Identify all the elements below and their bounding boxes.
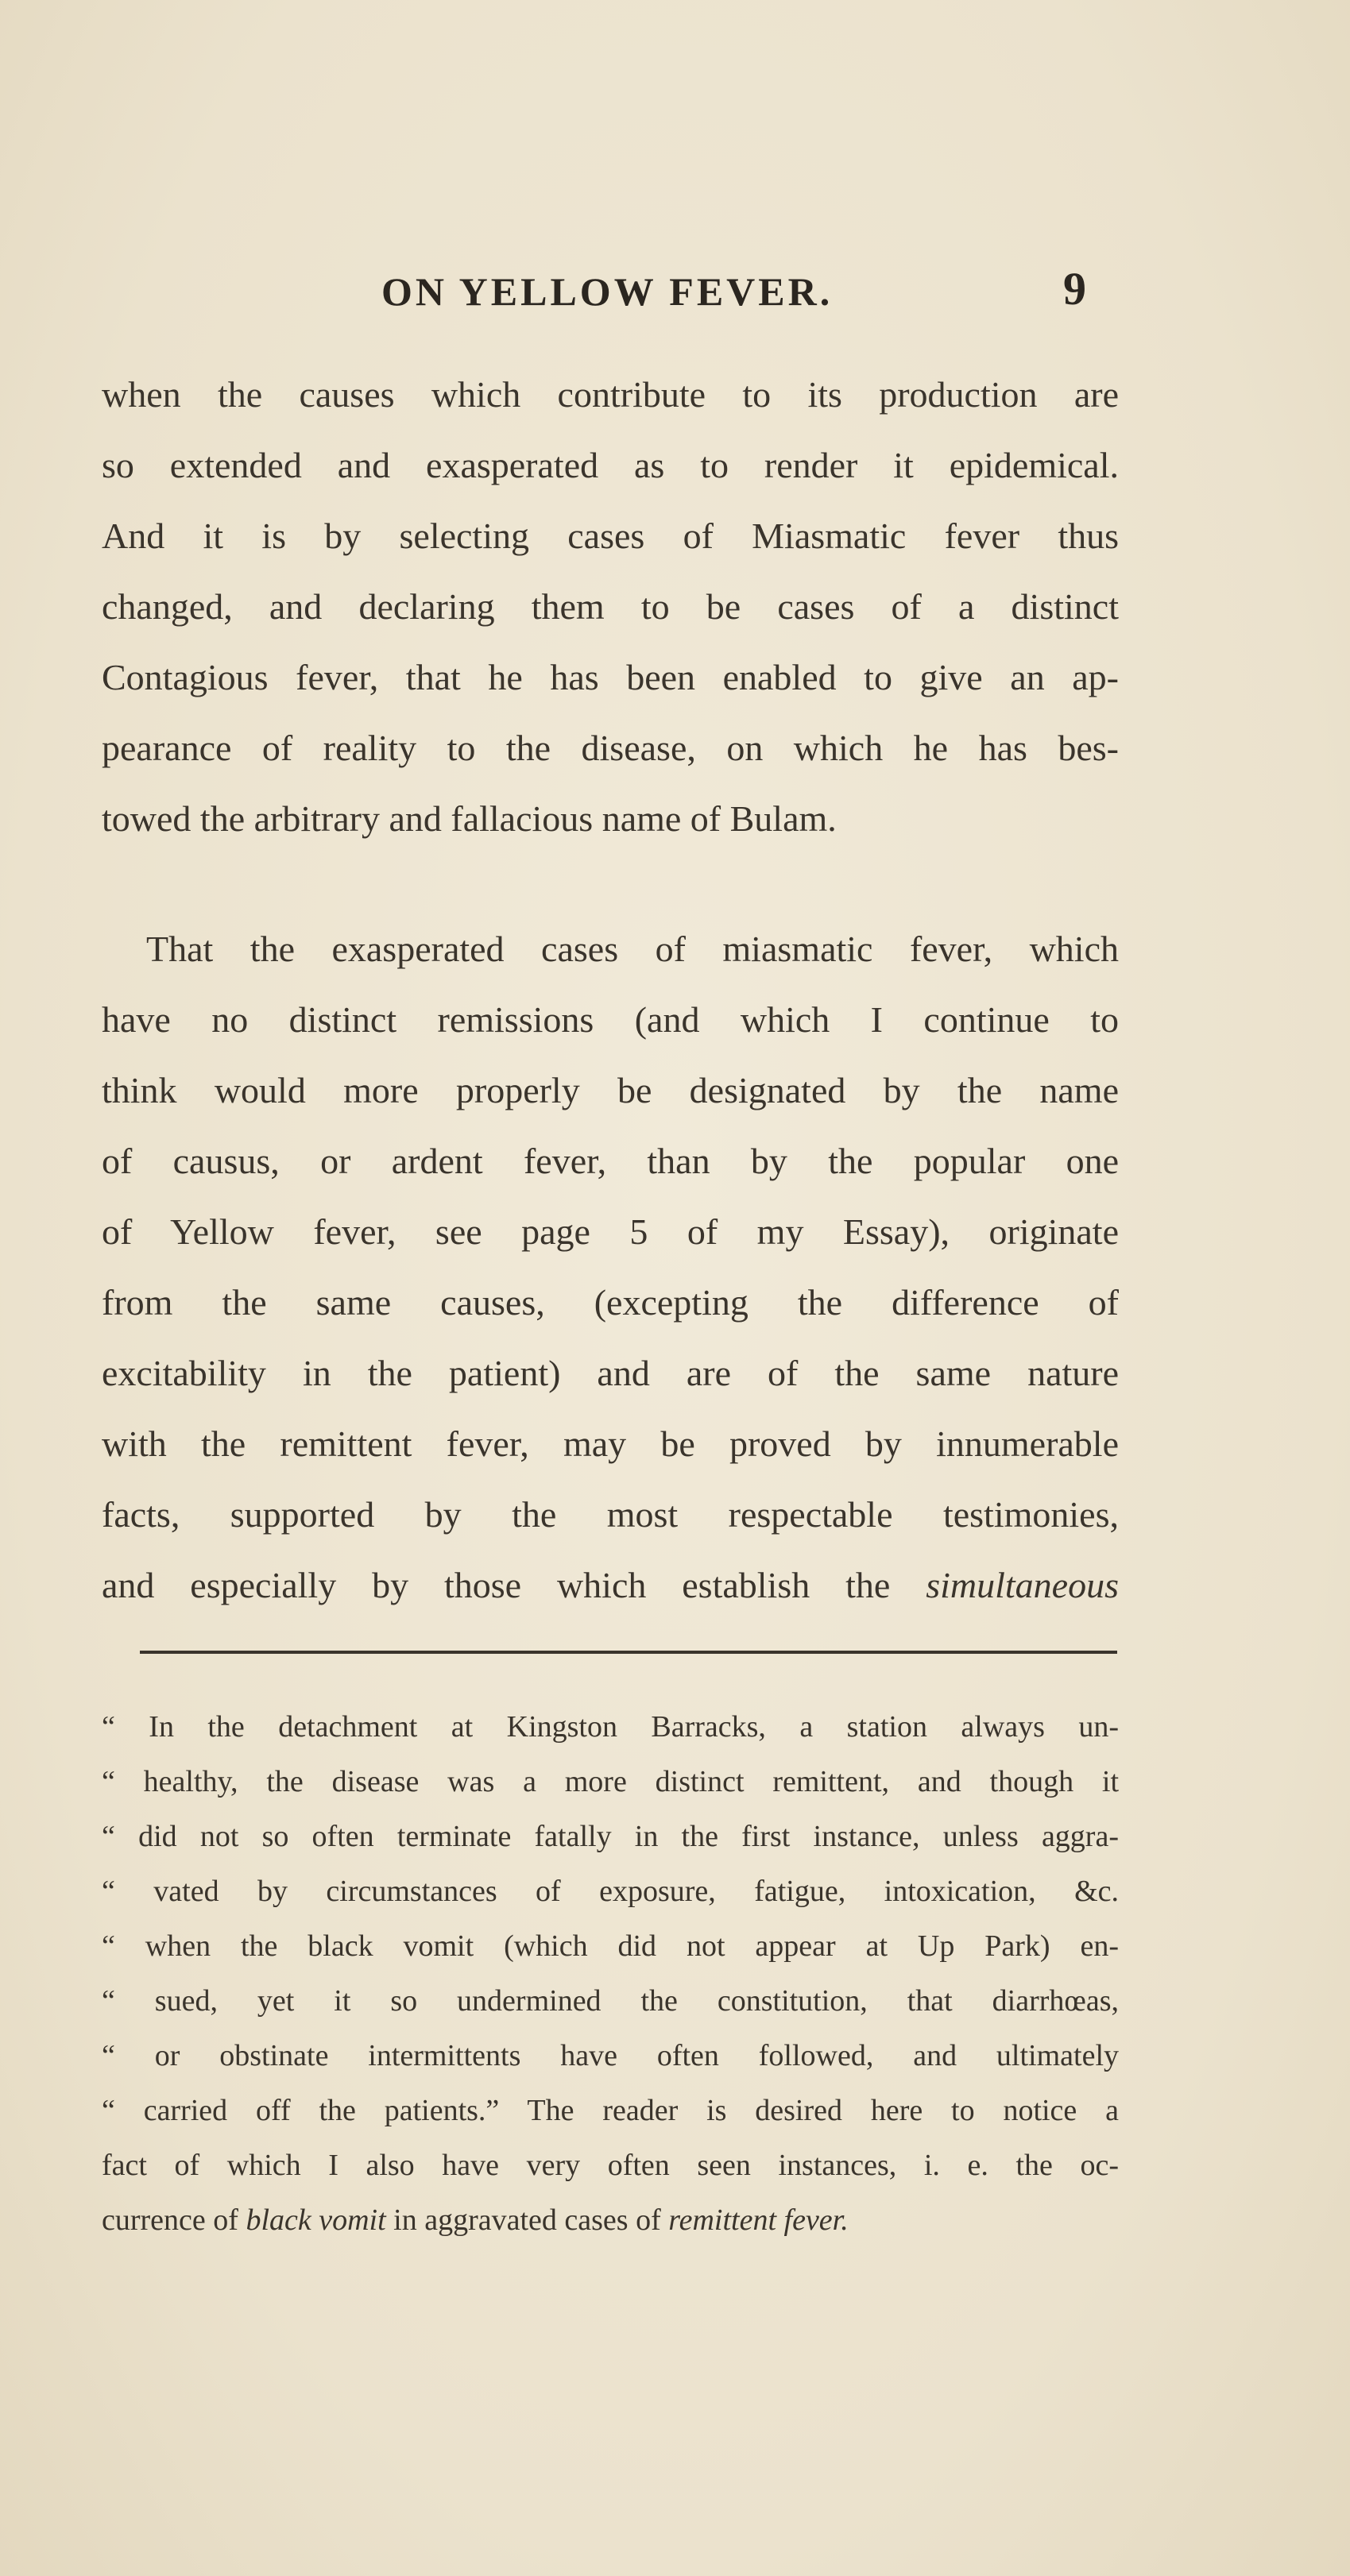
paragraph-2 [102,913,1119,1620]
footnote-line: “ when the black vomit (which did not appear at Up Park) en- [102,1929,1119,1963]
footnote-line: “ healthy, the disease was a more distinct remittent, and though it [102,1765,1119,1798]
text-fragment: and especially by those which establish the [102,1565,891,1605]
text-line: so extended and exasperated as to render it epidemical. [102,445,1119,485]
text-line: of Yellow fever, see page 5 of my Essay), originate [102,1211,1119,1252]
text-line: That the exasperated cases of miasmatic fever, which [146,929,1119,969]
footnote-line: “ or obstinate intermittents have often followed, and ultimately [102,2039,1119,2072]
page-header [0,262,1350,326]
footnote-line: “ carried off the patients.” The reader is desired here to notice a [102,2094,1119,2127]
text-line: from the same causes, (excepting the difference of [102,1282,1119,1323]
page-number: 9 [1063,263,1086,315]
text-line: facts, supported by the most respectable testimonies, [102,1494,1119,1535]
text-fragment: currence of [102,2203,238,2237]
text-line: And it is by selecting cases of Miasmatic fever thus [102,516,1119,556]
footnote-line: “ did not so often terminate fatally in the first instance, unless aggra- [102,1820,1119,1853]
footnote-line: fact of which I also have very often seen instances, i. e. the oc- [102,2149,1119,2182]
italic-phrase: black vomit [246,2203,386,2237]
italic-phrase: remittent fever. [668,2203,849,2237]
text-line: have no distinct remissions (and which I continue to [102,999,1119,1040]
footnote-line-last [102,2193,1119,2248]
text-line: when the causes which contribute to its production are [102,374,1119,415]
text-line-last [102,1550,1119,1620]
running-title: ON YELLOW FEVER. [381,269,834,314]
text-line: with the remittent fever, may be proved by innumerable [102,1423,1119,1464]
text-line: excitability in the patient) and are of the same nature [102,1353,1119,1393]
italic-word: simultaneous [926,1565,1119,1605]
footnote-line: “ In the detachment at Kingston Barracks, a station always un- [102,1710,1119,1744]
text-line: of causus, or ardent fever, than by the popular one [102,1141,1119,1181]
paragraph-1 [102,359,1119,854]
text-line: changed, and declaring them to be cases of a distinct [102,586,1119,627]
text-line: pearance of reality to the disease, on which he has bes- [102,728,1119,768]
text-line: towed the arbitrary and fallacious name of Bulam. [102,798,837,839]
footnote [102,1700,1119,2248]
text-line: Contagious fever, that he has been enabled to give an ap- [102,657,1119,697]
footnote-line: “ sued, yet it so undermined the constitution, that diarrhœas, [102,1984,1119,2018]
footnote-separator-rule [140,1651,1117,1654]
text-fragment: in aggravated cases of [393,2203,661,2237]
text-line: think would more properly be designated by the name [102,1070,1119,1110]
footnote-line: “ vated by circumstances of exposure, fatigue, intoxication, &c. [102,1875,1119,1908]
